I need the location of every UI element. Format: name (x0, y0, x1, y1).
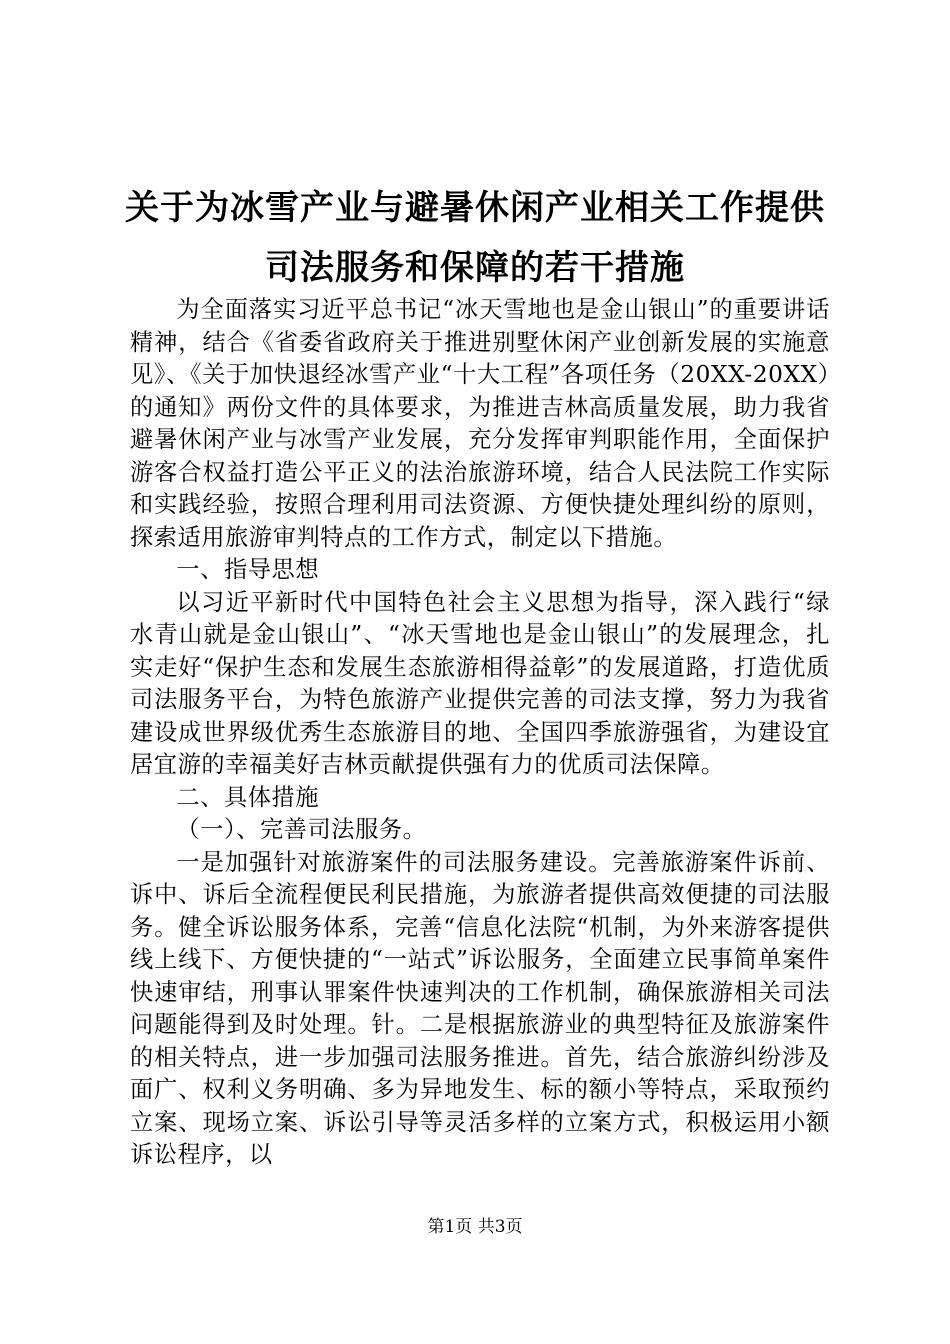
section-heading-specific-measures: 二、具体措施 (176, 783, 320, 811)
document-title-line-1: 关于为冰雪产业与避暑休闲产业相关工作提供 (125, 188, 825, 228)
page-number-footer: 第1页 共3页 (427, 1217, 523, 1237)
subsection-heading-judicial-service: （一）、完善司法服务。 (176, 816, 427, 843)
section-heading-guiding-ideology: 一、指导思想 (176, 556, 320, 583)
document-title-line-2: 司法服务和保障的若干措施 (265, 248, 685, 288)
guiding-ideology-paragraph: 以习近平新时代中国特色社会主义思想为指导，深入践行“绿水青山就是金山银山”、“冰天雪地也是金山银山”的发展理念，扎实走好“保护生态和发展生态旅游相得益彰”的发展道路，打造优质司法服务平台，为特色旅游产业提供完善的司法支撑，努力为我省建设成世界级优秀生态旅游目的地、全国四季旅游强省，为建设宜居宜游的幸福美好吉林贡献提供强有力的优质司法保障。 (130, 588, 830, 778)
judicial-service-paragraph: 一是加强针对旅游案件的司法服务建设。完善旅游案件诉前、诉中、诉后全流程便民利民措施，为旅游者提供高效便捷的司法服务。健全诉讼服务体系，完善“信息化法院“机制，为外来游客提供线上线下、方便快捷的“一站式”诉讼服务，全面建立民事简单案件快速审结，刑事认罪案件快速判决的工作机制，确保旅游相关司法问题能得到及时处理。针。二是根据旅游业的典型特征及旅游案件的相关特点，进一步加强司法服务推进。首先，结合旅游纠纷涉及面广、权利义务明确、多为异地发生、标的额小等特点，采取预约立案、现场立案、诉讼引导等灵活多样的立案方式，积极运用小额诉讼程序，以 (130, 848, 830, 1168)
document-body (130, 294, 830, 1172)
intro-paragraph: 为全面落实习近平总书记“冰天雪地也是金山银山”的重要讲话精神，结合《省委省政府关于推进别墅休闲产业创新发展的实施意见》、《关于加快退经冰雪产业“十大工程”各项任务（20XX-20XX）的通知》两份文件的具体要求，为推进吉林高质量发展，助力我省避暑休闲产业与冰雪产业发展，充分发挥审判职能作用，全面保护游客合权益打造公平正义的法治旅游环境，结合人民法院工作实际和实践经验，按照合理利用司法资源、方便快捷处理纠纷的原则，探索适用旅游审判特点的工作方式，制定以下措施。 (130, 296, 830, 551)
